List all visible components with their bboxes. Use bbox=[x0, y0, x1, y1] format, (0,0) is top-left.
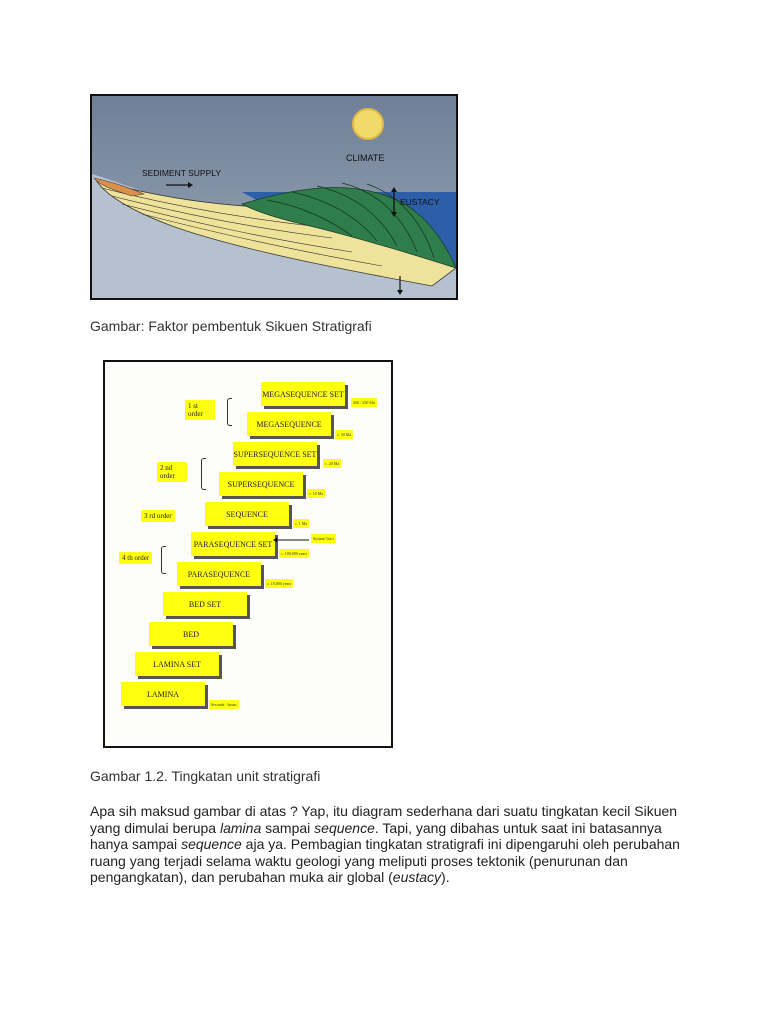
sequence-factors-figure bbox=[90, 94, 458, 300]
body-text-5: ). bbox=[441, 869, 450, 886]
order-label-3rd: 3 rd order bbox=[141, 510, 175, 522]
sun-icon bbox=[353, 109, 383, 139]
tag-200-250ma: 200 - 250 Ma bbox=[353, 400, 375, 405]
term-sequence-2: sequence bbox=[181, 836, 242, 853]
tag-system-tract: System Tract bbox=[313, 536, 335, 541]
figure2-caption: Gambar 1.2. Tingkatan unit stratigrafi bbox=[90, 768, 321, 784]
body-text-1: Apa sih maksud gambar di atas ? Yap, itu diagram sederhana dari suatu tingkatan kecil Sikuen yang dimulai berupa bbox=[90, 803, 678, 836]
figure1-caption: Gambar: Faktor pembentuk Sikuen Stratigrafi bbox=[90, 318, 372, 334]
term-sequence: sequence bbox=[314, 819, 375, 836]
step-megasequence-set: MEGASEQUENCE SET bbox=[261, 382, 345, 406]
tag-20ma: c. 20 Ma bbox=[325, 461, 340, 466]
eustacy-label: EUSTACY bbox=[400, 197, 440, 207]
step-parasequence-set: PARASEQUENCE SET bbox=[191, 532, 275, 556]
tag-10000-years: c. 10,000 years bbox=[267, 581, 292, 586]
term-lamina: lamina bbox=[219, 819, 262, 836]
step-lamina-set: LAMINA SET bbox=[135, 652, 219, 676]
tag-10ma: c. 10 Ma bbox=[309, 491, 324, 496]
tag-100000-years: c. 100,000 years bbox=[281, 551, 308, 556]
order-label-4th: 4 th order bbox=[119, 552, 152, 564]
system-tract-pointer bbox=[105, 362, 391, 746]
sequence-factors-diagram bbox=[92, 96, 456, 298]
order-label-2nd: 2 nd order bbox=[157, 462, 187, 482]
step-sequence: SEQUENCE bbox=[205, 502, 289, 526]
term-eustacy: eustacy bbox=[392, 869, 442, 886]
tag-seconds-hours: Seconds - hours bbox=[211, 702, 237, 707]
step-lamina: LAMINA bbox=[121, 682, 205, 706]
tag-50ma: c. 50 Ma bbox=[337, 432, 352, 437]
stratigraphic-units-figure bbox=[103, 360, 393, 748]
body-text-4: aja ya. Pembagian tingkatan stratigrafi ini dipengaruhi oleh perubahan ruang yang terjadi selama waktu geologi yang meliputi proses tektonik (penurunan dan pengangkatan), dan perubahan muka air global ( bbox=[90, 836, 680, 886]
step-parasequence: PARASEQUENCE bbox=[177, 562, 261, 586]
step-bed-set: BED SET bbox=[163, 592, 247, 616]
body-paragraph bbox=[90, 803, 680, 886]
pointer-arrowhead-icon bbox=[273, 538, 277, 543]
step-supersequence-set: SUPERSEQUENCE SET bbox=[233, 442, 317, 466]
step-bed: BED bbox=[149, 622, 233, 646]
step-megasequence: MEGASEQUENCE bbox=[247, 412, 331, 436]
sediment-supply-label: SEDIMENT SUPPLY bbox=[142, 168, 222, 178]
body-text-2: sampai bbox=[261, 819, 315, 836]
step-supersequence: SUPERSEQUENCE bbox=[219, 472, 303, 496]
tag-1ma: c. 1 Ma bbox=[295, 521, 308, 526]
body-text-3: . Tapi, yang dibahas untuk saat ini batasannya hanya sampai bbox=[90, 819, 662, 853]
order-label-1st: 1 st order bbox=[185, 400, 215, 420]
climate-label: CLIMATE bbox=[346, 153, 385, 163]
